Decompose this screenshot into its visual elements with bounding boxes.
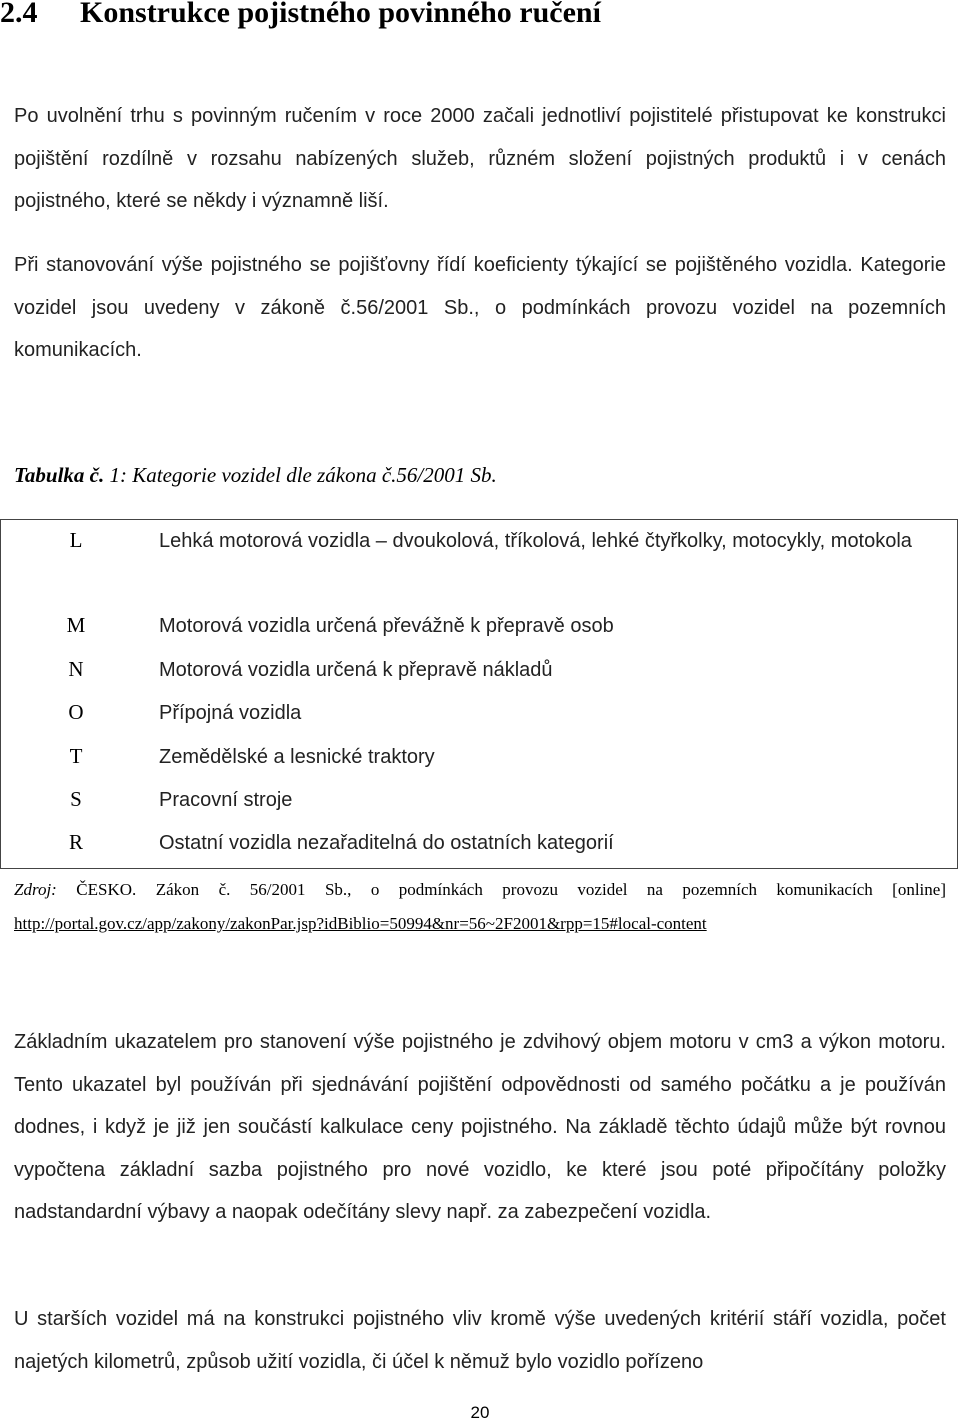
category-code: S <box>70 787 82 811</box>
category-description: Ostatní vozidla nezařaditelná do ostatních kategorií <box>159 832 614 854</box>
category-description: Motorová vozidla určená k přepravě nákladů <box>159 659 553 681</box>
table-caption-text: 1: Kategorie vozidel dle zákona č.56/2001 Sb. <box>104 463 497 487</box>
source-link[interactable]: http://portal.gov.cz/app/zakony/zakonPar.jsp?idBiblio=50994&nr=56~2F2001&rpp=15#local-content <box>14 914 707 933</box>
category-description: Pracovní stroje <box>159 789 293 811</box>
category-description: Přípojná vozidla <box>159 702 302 724</box>
paragraph-3: Základním ukazatelem pro stanovení výše pojistného je zdvihový objem motoru v cm3 a výkon motoru. Tento ukazatel byl používán při sjednávání pojištění odpovědnosti od samého počátku a je používán dodnes, i když je již jen součástí kalkulace ceny pojistného. Na základě těchto údajů může být rovnou vypočtena základní sazba pojistného pro nové vozidlo, ke které jsou poté připočítány položky nadstandardní výbavy a naopak odečítány slevy např. za zabezpečení vozidla. <box>14 1031 946 1223</box>
table-caption <box>14 463 946 488</box>
paragraph-4: U starších vozidel má na konstrukci pojistného vliv kromě výše uvedených kritérií stáří vozidla, počet najetých kilometrů, způsob užití vozidla, či účel k němuž bylo vozidlo pořízeno <box>14 1308 946 1373</box>
category-code: T <box>69 744 83 768</box>
category-description: Lehká motorová vozidla – dvoukolová, tříkolová, lehké čtyřkolky, motocykly, motokola <box>159 530 912 552</box>
source-label: Zdroj: <box>14 880 57 899</box>
category-code: L <box>69 528 83 552</box>
category-code: O <box>68 700 84 724</box>
section-heading <box>0 0 601 30</box>
paragraph-1: Po uvolnění trhu s povinným ručením v roce 2000 začali jednotliví pojistitelé přistupovat ke konstrukci pojištění rozdílně v rozsahu nabízených služeb, různém složení pojistných produktů i v cenách pojistného, které se někdy i významně liší. <box>14 105 946 212</box>
table-source <box>14 873 946 941</box>
page-number: 20 <box>470 1403 490 1422</box>
category-description: Motorová vozidla určená převážně k přepravě osob <box>159 615 614 637</box>
section-number: 2.4 <box>0 0 38 29</box>
category-description: Zemědělské a lesnické traktory <box>159 746 435 768</box>
category-code: R <box>68 830 83 854</box>
section-title: Konstrukce pojistného povinného ručení <box>80 0 601 29</box>
category-code: M <box>66 613 86 637</box>
vehicle-category-table <box>0 519 958 869</box>
category-code: N <box>68 657 84 681</box>
paragraph-2: Při stanovování výše pojistného se pojišťovny řídí koeficienty týkající se pojištěného vozidla. Kategorie vozidel jsou uvedeny v zákoně č.56/2001 Sb., o podmínkách provozu vozidel na pozemních komunikacích. <box>14 254 946 361</box>
table-caption-label: Tabulka č. <box>14 463 105 487</box>
source-text: ČESKO. Zákon č. 56/2001 Sb., o podmínkách provozu vozidel na pozemních komunikacích [online] <box>56 880 946 899</box>
